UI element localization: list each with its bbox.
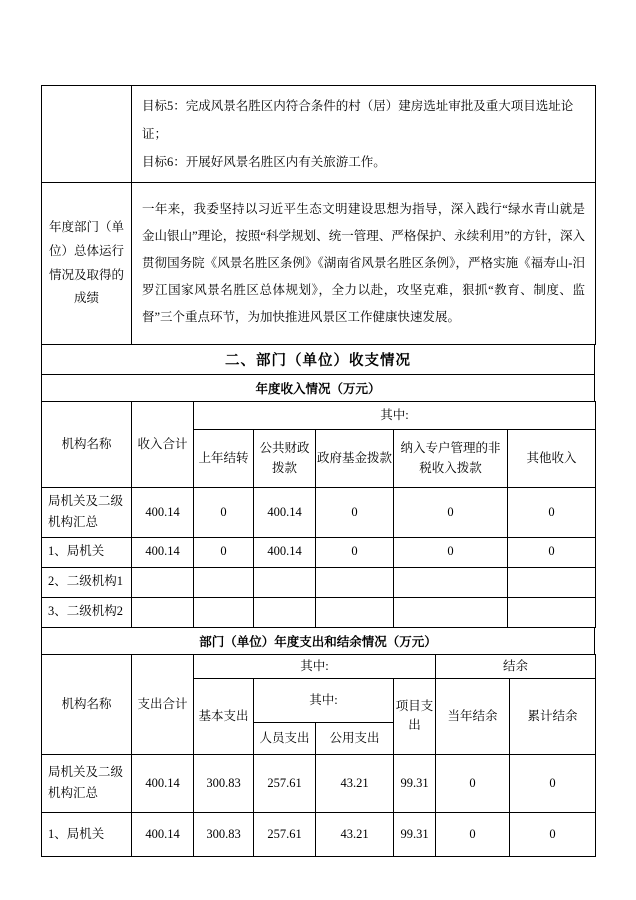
- value-cell: 99.31: [394, 812, 436, 856]
- income-row: [42, 597, 596, 627]
- expense-row: [42, 754, 596, 812]
- value-cell: [194, 567, 254, 597]
- value-cell: 0: [508, 537, 596, 567]
- value-cell: 0: [194, 488, 254, 538]
- expense-header-public: 公用支出: [316, 722, 394, 754]
- goals-cell: [132, 86, 596, 183]
- income-header-public-finance: 公共财政拨款: [254, 430, 316, 488]
- value-cell: 257.61: [254, 812, 316, 856]
- value-cell: 400.14: [254, 488, 316, 538]
- expense-header-total: 支出合计: [132, 654, 194, 754]
- value-cell: 0: [436, 754, 510, 812]
- expense-header-among2: 其中:: [254, 678, 394, 722]
- row-name-cell: 1、局机关: [42, 537, 132, 567]
- summary-label-cell: 年度部门（单位）总体运行情况及取得的成绩: [42, 183, 132, 345]
- goal-6-text: 目标6：开展好风景名胜区内有关旅游工作。: [142, 155, 386, 169]
- expense-header-cumulative-balance: 累计结余: [510, 678, 596, 754]
- row-name-cell: 局机关及二级机构汇总: [42, 488, 132, 538]
- expense-header-project: 项目支出: [394, 678, 436, 754]
- income-header-total: 收入合计: [132, 402, 194, 488]
- row-name-cell: 2、二级机构1: [42, 567, 132, 597]
- overview-table: [41, 85, 596, 345]
- value-cell: 400.14: [132, 537, 194, 567]
- value-cell: 99.31: [394, 754, 436, 812]
- value-cell: 0: [316, 488, 394, 538]
- row-name-cell: 3、二级机构2: [42, 597, 132, 627]
- value-cell: [394, 567, 508, 597]
- value-cell: 0: [510, 754, 596, 812]
- income-header-carryover: 上年结转: [194, 430, 254, 488]
- value-cell: [316, 567, 394, 597]
- summary-text-cell: 一年来，我委坚持以习近平生态文明建设思想为指导，深入践行“绿水青山就是金山银山”理论，按照“科学规划、统一管理、严格保护、永续利用”的方针，深入贯彻国务院《风景名胜区条例》《湖南省风景名胜区条例》，严格实施《福寿山-汨罗江国家风景名胜区总体规划》，全力以赴，攻坚克难，狠抓“教育、制度、监督”三个重点环节，为加快推进风景区工作健康快速发展。: [132, 183, 596, 345]
- income-header-nontax: 纳入专户管理的非税收入拨款: [394, 430, 508, 488]
- value-cell: 400.14: [132, 812, 194, 856]
- value-cell: [254, 567, 316, 597]
- document-page: [41, 85, 595, 857]
- section2-title: 二、部门（单位）收支情况: [41, 344, 595, 375]
- value-cell: 400.14: [132, 488, 194, 538]
- value-cell: 300.83: [194, 754, 254, 812]
- value-cell: [132, 567, 194, 597]
- value-cell: 0: [316, 537, 394, 567]
- value-cell: 0: [194, 537, 254, 567]
- value-cell: [132, 597, 194, 627]
- income-row: [42, 488, 596, 538]
- income-header-other: 其他收入: [508, 430, 596, 488]
- income-header-org: 机构名称: [42, 402, 132, 488]
- value-cell: 0: [510, 812, 596, 856]
- value-cell: 0: [394, 488, 508, 538]
- expense-header-balance: 结余: [436, 654, 596, 678]
- expense-row: [42, 812, 596, 856]
- value-cell: 0: [394, 537, 508, 567]
- income-table: [41, 401, 596, 628]
- value-cell: [316, 597, 394, 627]
- income-row: [42, 537, 596, 567]
- value-cell: 0: [508, 488, 596, 538]
- row-name-cell: 1、局机关: [42, 812, 132, 856]
- income-header-gov-fund: 政府基金拨款: [316, 430, 394, 488]
- expense-header-current-balance: 当年结余: [436, 678, 510, 754]
- value-cell: [254, 597, 316, 627]
- value-cell: 300.83: [194, 812, 254, 856]
- income-section-title: 年度收入情况（万元）: [41, 374, 595, 402]
- goal-5-text: 目标5：完成风景名胜区内符合条件的村（居）建房选址审批及重大项目选址论证；: [142, 99, 574, 141]
- value-cell: [394, 597, 508, 627]
- expense-section-title: 部门（单位）年度支出和结余情况（万元）: [41, 627, 595, 655]
- value-cell: 400.14: [254, 537, 316, 567]
- goals-label-cell: [42, 86, 132, 183]
- value-cell: [508, 567, 596, 597]
- value-cell: [194, 597, 254, 627]
- income-row: [42, 567, 596, 597]
- income-header-among: 其中:: [194, 402, 596, 430]
- row-name-cell: 局机关及二级机构汇总: [42, 754, 132, 812]
- value-cell: 43.21: [316, 812, 394, 856]
- expense-header-org: 机构名称: [42, 654, 132, 754]
- expense-header-among: 其中:: [194, 654, 436, 678]
- value-cell: 257.61: [254, 754, 316, 812]
- value-cell: 400.14: [132, 754, 194, 812]
- expense-header-basic: 基本支出: [194, 678, 254, 754]
- value-cell: [508, 597, 596, 627]
- value-cell: 43.21: [316, 754, 394, 812]
- value-cell: 0: [436, 812, 510, 856]
- expense-header-personnel: 人员支出: [254, 722, 316, 754]
- expense-table: [41, 654, 596, 857]
